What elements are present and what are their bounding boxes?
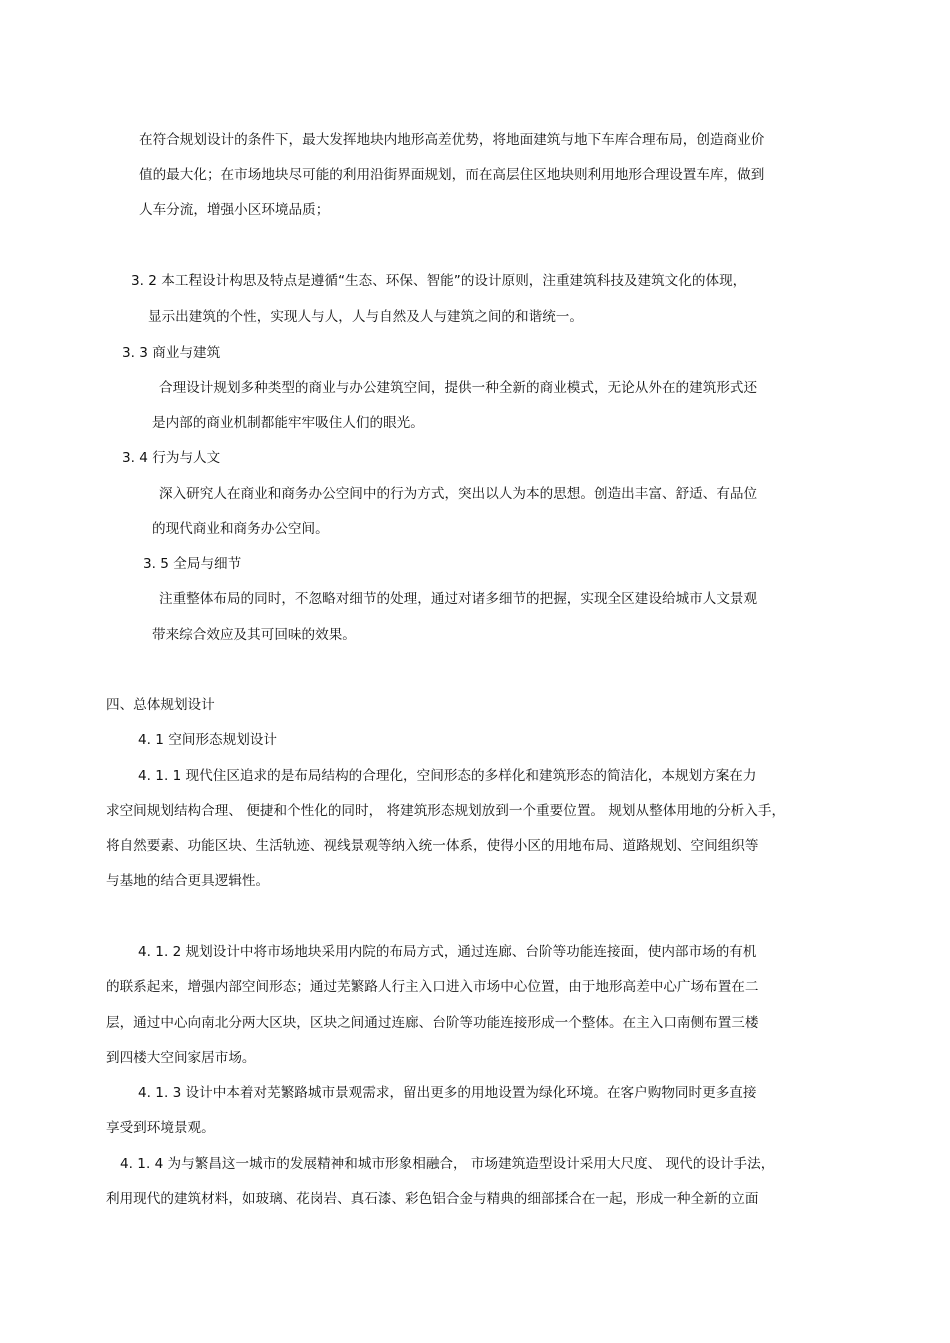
paragraph-line: 合理设计规划多种类型的商业与办公建筑空间，提供一种全新的商业模式，无论从外在的建筑形式还 <box>159 380 758 396</box>
paragraph-line: 层，通过中心向南北分两大区块，区块之间通过连廊、台阶等功能连接形成一个整体。在主入口南侧布置三楼 <box>106 1015 759 1031</box>
section-4-1-1-line: 4. 1. 1 现代住区追求的是布局结构的合理化，空间形态的多样化和建筑形态的简洁化，本规划方案在力 <box>138 768 757 784</box>
section-3-4-heading: 3. 4 行为与人文 <box>122 450 221 466</box>
paragraph-line: 与基地的结合更具逻辑性。 <box>106 873 270 889</box>
paragraph-line: 利用现代的建筑材料，如玻璃、花岗岩、真石漆、彩色铝合金与精典的细部揉合在一起，形成一种全新的立面 <box>106 1191 759 1207</box>
paragraph-line: 带来综合效应及其可回味的效果。 <box>152 627 356 643</box>
section-3-2-line: 3. 2 本工程设计构思及特点是遵循“生态、环保、智能”的设计原则，注重建筑科技及建筑文化的体现， <box>131 273 747 289</box>
chapter-4-heading: 四、总体规划设计 <box>106 697 215 713</box>
section-4-1-4-line: 4. 1. 4 为与繁昌这一城市的发展精神和城市形象相融合， 市场建筑造型设计采用大尺度、 现代的设计手法， <box>120 1156 775 1172</box>
paragraph-line: 享受到环境景观。 <box>106 1120 215 1136</box>
section-4-1-2-line: 4. 1. 2 规划设计中将市场地块采用内院的布局方式，通过连廊、台阶等功能连接面，使内部市场的有机 <box>138 944 757 960</box>
paragraph-line: 将自然要素、功能区块、生活轨迹、视线景观等纳入统一体系，使得小区的用地布局、道路规划、空间组织等 <box>106 838 759 854</box>
paragraph-line: 是内部的商业机制都能牢牢吸住人们的眼光。 <box>152 415 424 431</box>
section-4-1-3-line: 4. 1. 3 设计中本着对芜繁路城市景观需求，留出更多的用地设置为绿化环境。在客户购物同时更多直接 <box>138 1085 757 1101</box>
paragraph-line: 求空间规划结构合理、 便捷和个性化的同时， 将建筑形态规划放到一个重要位置。 规划从整体用地的分析入手， <box>106 803 786 819</box>
paragraph-line: 人车分流，增强小区环境品质； <box>139 202 330 218</box>
paragraph-line: 的现代商业和商务办公空间。 <box>152 521 329 537</box>
paragraph-line: 值的最大化；在市场地块尽可能的利用沿街界面规划，而在高层住区地块则利用地形合理设置车库，做到 <box>139 167 765 183</box>
paragraph-line: 的联系起来，增强内部空间形态；通过芜繁路人行主入口进入市场中心位置，由于地形高差中心广场布置在二 <box>106 979 759 995</box>
section-4-1-heading: 4. 1 空间形态规划设计 <box>138 732 278 748</box>
section-3-5-heading: 3. 5 全局与细节 <box>143 556 242 572</box>
paragraph-line: 深入研究人在商业和商务办公空间中的行为方式，突出以人为本的思想。创造出丰富、舒适、有品位 <box>159 486 758 502</box>
section-3-3-heading: 3. 3 商业与建筑 <box>122 345 221 361</box>
paragraph-line: 注重整体布局的同时，不忽略对细节的处理，通过对诸多细节的把握，实现全区建设给城市人文景观 <box>159 591 758 607</box>
paragraph-line: 到四楼大空间家居市场。 <box>106 1050 256 1066</box>
paragraph-line: 在符合规划设计的条件下，最大发挥地块内地形高差优势，将地面建筑与地下车库合理布局，创造商业价 <box>139 132 765 148</box>
paragraph-line: 显示出建筑的个性，实现人与人，人与自然及人与建筑之间的和谐统一。 <box>148 309 583 325</box>
